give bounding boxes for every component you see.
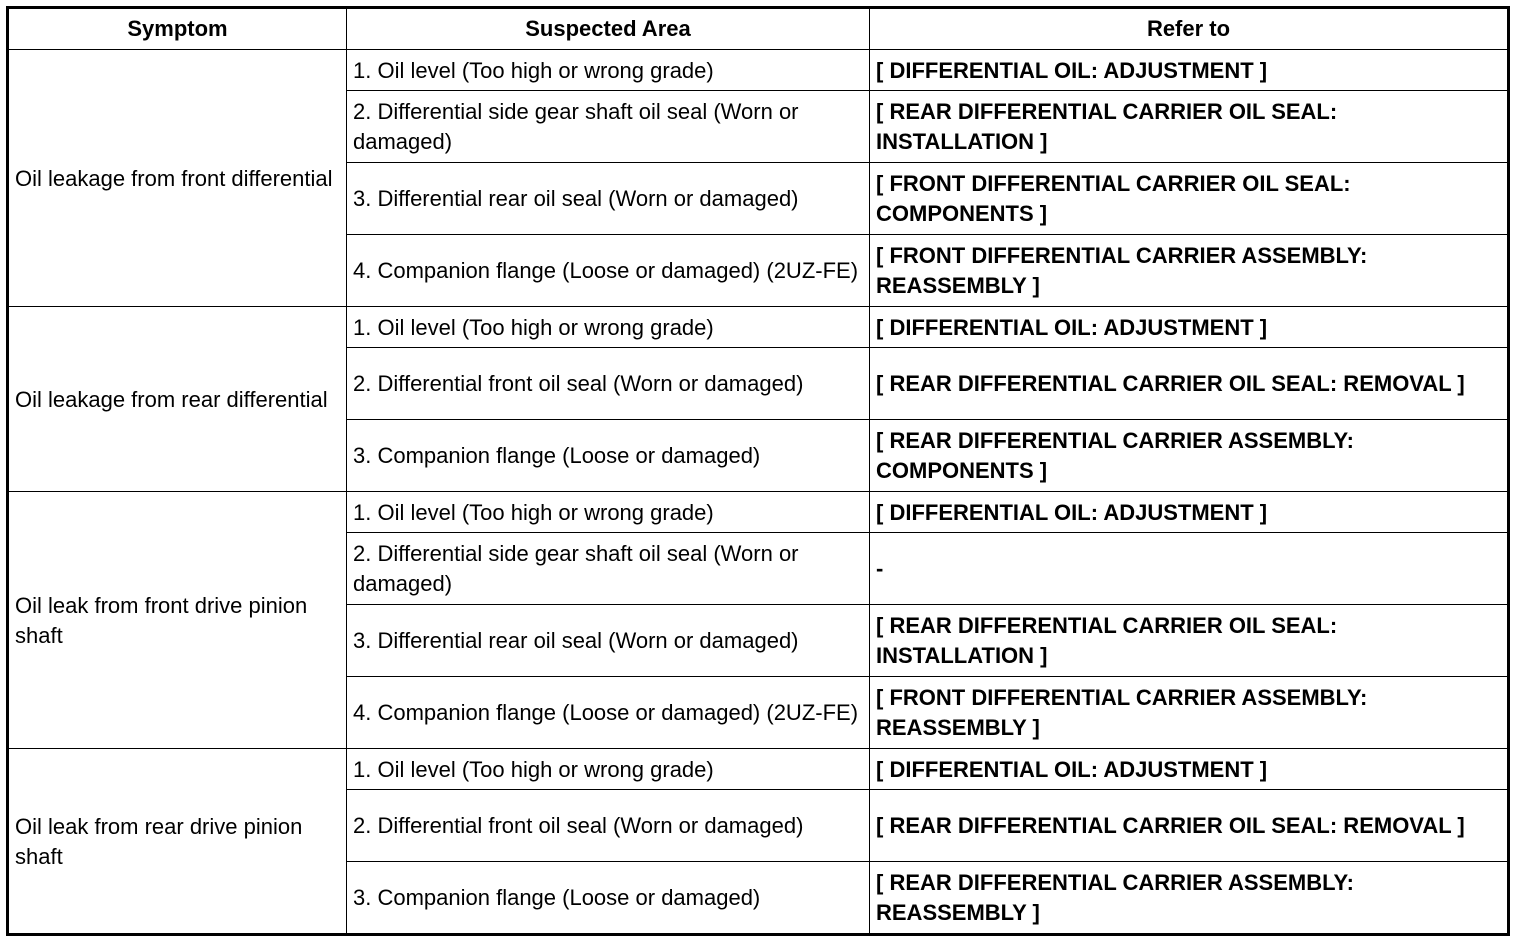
header-row: [8, 8, 1509, 50]
suspected-area-cell: 1. Oil level (Too high or wrong grade): [347, 50, 870, 91]
table-row: [8, 50, 1509, 91]
symptom-cell: Oil leak from rear drive pinion shaft: [8, 749, 347, 935]
suspected-area-cell: 1. Oil level (Too high or wrong grade): [347, 749, 870, 790]
refer-link[interactable]: [ FRONT DIFFERENTIAL CARRIER ASSEMBLY: REASSEMBLY ]: [870, 235, 1509, 307]
header-symptom: Symptom: [8, 8, 347, 50]
refer-link[interactable]: [ REAR DIFFERENTIAL CARRIER OIL SEAL: REMOVAL ]: [870, 790, 1509, 862]
refer-link[interactable]: [ REAR DIFFERENTIAL CARRIER OIL SEAL: INSTALLATION ]: [870, 91, 1509, 163]
troubleshooting-table: [6, 6, 1510, 936]
suspected-area-cell: 1. Oil level (Too high or wrong grade): [347, 307, 870, 348]
refer-link[interactable]: [ FRONT DIFFERENTIAL CARRIER OIL SEAL: COMPONENTS ]: [870, 163, 1509, 235]
suspected-area-cell: 2. Differential side gear shaft oil seal (Worn or damaged): [347, 533, 870, 605]
suspected-area-cell: 2. Differential side gear shaft oil seal (Worn or damaged): [347, 91, 870, 163]
suspected-area-cell: 3. Differential rear oil seal (Worn or damaged): [347, 605, 870, 677]
table-row: [8, 307, 1509, 348]
refer-link[interactable]: [ REAR DIFFERENTIAL CARRIER ASSEMBLY: COMPONENTS ]: [870, 420, 1509, 492]
suspected-area-cell: 1. Oil level (Too high or wrong grade): [347, 492, 870, 533]
suspected-area-cell: 4. Companion flange (Loose or damaged) (2UZ-FE): [347, 235, 870, 307]
suspected-area-cell: 2. Differential front oil seal (Worn or damaged): [347, 790, 870, 862]
suspected-area-cell: 3. Differential rear oil seal (Worn or damaged): [347, 163, 870, 235]
refer-link[interactable]: [ REAR DIFFERENTIAL CARRIER OIL SEAL: INSTALLATION ]: [870, 605, 1509, 677]
header-refer-to: Refer to: [870, 8, 1509, 50]
refer-link[interactable]: [ REAR DIFFERENTIAL CARRIER OIL SEAL: REMOVAL ]: [870, 348, 1509, 420]
header-suspected-area: Suspected Area: [347, 8, 870, 50]
suspected-area-cell: 3. Companion flange (Loose or damaged): [347, 862, 870, 935]
refer-link[interactable]: [ DIFFERENTIAL OIL: ADJUSTMENT ]: [870, 50, 1509, 91]
refer-link[interactable]: [ DIFFERENTIAL OIL: ADJUSTMENT ]: [870, 492, 1509, 533]
refer-link: -: [870, 533, 1509, 605]
table-row: [8, 492, 1509, 533]
symptom-cell: Oil leak from front drive pinion shaft: [8, 492, 347, 749]
symptom-cell: Oil leakage from front differential: [8, 50, 347, 307]
refer-link[interactable]: [ DIFFERENTIAL OIL: ADJUSTMENT ]: [870, 749, 1509, 790]
table-row: [8, 749, 1509, 790]
refer-link[interactable]: [ REAR DIFFERENTIAL CARRIER ASSEMBLY: REASSEMBLY ]: [870, 862, 1509, 935]
suspected-area-cell: 3. Companion flange (Loose or damaged): [347, 420, 870, 492]
refer-link[interactable]: [ FRONT DIFFERENTIAL CARRIER ASSEMBLY: REASSEMBLY ]: [870, 677, 1509, 749]
symptom-cell: Oil leakage from rear differential: [8, 307, 347, 492]
suspected-area-cell: 4. Companion flange (Loose or damaged) (2UZ-FE): [347, 677, 870, 749]
refer-link[interactable]: [ DIFFERENTIAL OIL: ADJUSTMENT ]: [870, 307, 1509, 348]
suspected-area-cell: 2. Differential front oil seal (Worn or damaged): [347, 348, 870, 420]
